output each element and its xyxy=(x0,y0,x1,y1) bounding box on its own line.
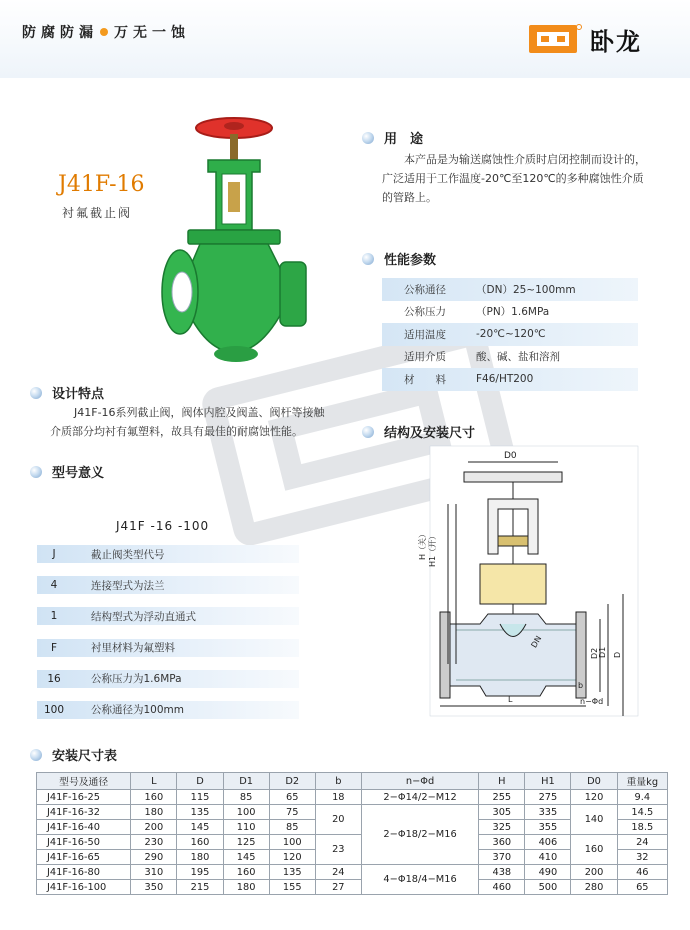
dims-heading: 安装尺寸表 xyxy=(30,745,117,764)
spec-row: 公称通径 （DN）25~100mm xyxy=(382,278,638,301)
table-row: J41F-16-80 310 195 160 135 24 4−Φ18/4−M16 438 490 200 46 xyxy=(37,865,668,880)
bullet-icon xyxy=(362,426,374,438)
product-model: J41F-16 xyxy=(58,172,145,197)
table-row: J41F-16-65 290 180 145 120 370 410 32 xyxy=(37,850,668,865)
usage-heading: 用 途 xyxy=(362,128,423,147)
label-d1: D1 xyxy=(598,646,607,658)
brand xyxy=(528,22,642,57)
features-heading: 设计特点 xyxy=(30,383,104,402)
structure-diagram xyxy=(418,444,640,719)
th-model: 型号及通径 xyxy=(37,773,131,790)
spec-row: 公称压力 （PN）1.6MPa xyxy=(404,306,550,319)
th-h: H xyxy=(479,773,525,790)
th-nd: n−Φd xyxy=(361,773,478,790)
slogan-dot-icon xyxy=(100,28,108,36)
table-row: J41F-16-40 200 145 110 85 325 355 18.5 xyxy=(37,820,668,835)
label-b: b xyxy=(578,681,584,690)
product-name: 衬氟截止阀 xyxy=(62,206,133,220)
code-row: F 衬里材料为氟塑料 xyxy=(37,639,299,657)
model-code-list xyxy=(37,545,299,732)
th-weight: 重量kg xyxy=(617,773,667,790)
valve-photo xyxy=(160,112,330,372)
label-d0: D0 xyxy=(504,451,517,461)
table-row: J41F-16-25 160 115 85 65 18 2−Φ14/2−M12 255 275 120 9.4 xyxy=(37,790,668,805)
code-row: J 截止阀类型代号 xyxy=(37,545,299,563)
table-row: J41F-16-32 180 135 100 75 20 2−Φ18/2−M16 305 335 140 14.5 xyxy=(37,805,668,820)
th-d: D xyxy=(177,773,223,790)
bullet-icon xyxy=(30,387,42,399)
table-row: J41F-16-50 230 160 125 100 23 360 406 160 24 xyxy=(37,835,668,850)
performance-heading: 性能参数 xyxy=(362,249,436,268)
slogan-right: 万无一蚀 xyxy=(114,25,190,41)
usage-text: 本产品是为输送腐蚀性介质时启闭控制而设计的，广泛适用于工作温度-20℃至120℃的多种腐蚀性介质的管路上。 xyxy=(382,153,646,204)
structure-heading: 结构及安装尺寸 xyxy=(362,422,475,441)
label-d2: D2 xyxy=(590,647,599,659)
code-row: 1 结构型式为浮动直通式 xyxy=(37,607,299,625)
label-dn: DN xyxy=(529,634,544,650)
th-h1: H1 xyxy=(525,773,571,790)
spec-row: 适用介质 酸、碱、盐和溶剂 xyxy=(404,351,560,364)
bullet-icon xyxy=(362,253,374,265)
label-d: D xyxy=(613,651,622,658)
code-row: 16 公称压力为1.6MPa xyxy=(37,670,299,688)
th-d1: D1 xyxy=(223,773,269,790)
model-code: J41F -16 -100 xyxy=(116,519,210,533)
brand-logo-icon xyxy=(528,24,582,56)
bullet-icon xyxy=(362,132,374,144)
th-l: L xyxy=(131,773,177,790)
label-h1: H1（开） xyxy=(428,531,437,567)
code-row: 4 连接型式为法兰 xyxy=(37,576,299,594)
performance-table xyxy=(382,278,638,391)
code-row: 100 公称通径为100mm xyxy=(37,701,299,719)
spec-row: 材 料 F46/HT200 xyxy=(382,368,638,391)
spec-row: 适用温度 -20℃~120℃ xyxy=(382,323,638,346)
features-text: J41F-16系列截止阀，阀体内腔及阀盖、阀杆等接触介质部分均衬有氟塑料，故具有最佳的耐腐蚀性能。 xyxy=(50,406,325,438)
bullet-icon xyxy=(30,749,42,761)
label-l: L xyxy=(508,695,513,704)
table-header-row xyxy=(37,773,668,790)
dims-table xyxy=(36,772,668,895)
label-nd: n−Φd xyxy=(580,697,604,706)
bullet-icon xyxy=(30,466,42,478)
table-row: J41F-16-100 350 215 180 155 27 460 500 280 65 xyxy=(37,880,668,895)
th-d2: D2 xyxy=(269,773,315,790)
th-d0: D0 xyxy=(571,773,617,790)
th-b: b xyxy=(315,773,361,790)
slogan-left: 防腐防漏 xyxy=(22,25,98,41)
brand-name: 卧龙 xyxy=(590,27,642,56)
model-meaning-heading: 型号意义 xyxy=(30,462,104,481)
slogan xyxy=(22,22,190,42)
label-h: H（关） xyxy=(418,529,427,560)
